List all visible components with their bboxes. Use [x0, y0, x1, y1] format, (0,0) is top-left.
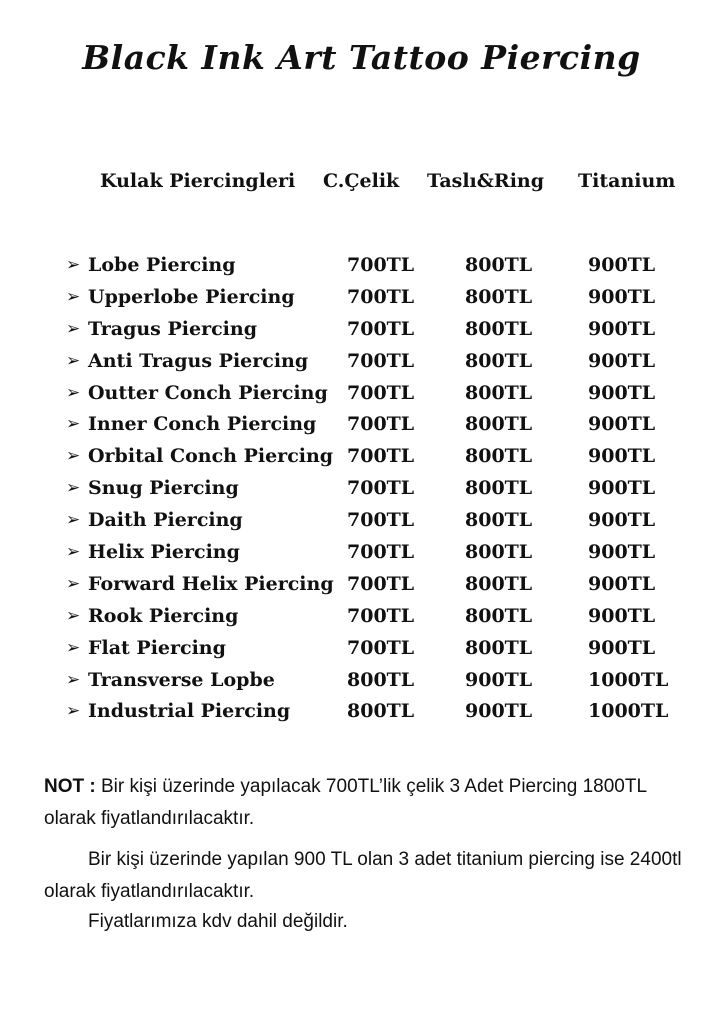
- price-titanium: 1000TL: [588, 668, 669, 691]
- table-row: [0, 314, 723, 346]
- bullet-arrow-icon: ➢: [66, 605, 81, 626]
- piercing-name: Daith Piercing: [88, 509, 243, 532]
- price-titanium: 900TL: [588, 413, 656, 436]
- note-label: NOT :: [44, 776, 96, 797]
- piercing-name: Rook Piercing: [88, 604, 239, 627]
- piercing-name: Snug Piercing: [88, 477, 239, 500]
- table-row: [0, 409, 723, 441]
- table-row: [0, 473, 723, 505]
- price-stone-ring: 800TL: [465, 477, 533, 500]
- price-titanium: 900TL: [588, 254, 656, 276]
- table-header: [0, 170, 723, 200]
- price-stone-ring: 800TL: [465, 413, 533, 436]
- bullet-arrow-icon: ➢: [66, 573, 81, 594]
- header-titanium: Titanium: [578, 170, 676, 192]
- header-stone-ring: Taslı&Ring: [427, 170, 545, 192]
- price-steel: 700TL: [347, 541, 415, 564]
- table-row: [0, 282, 723, 314]
- price-titanium: 900TL: [588, 317, 656, 340]
- price-stone-ring: 800TL: [465, 445, 533, 468]
- price-stone-ring: 800TL: [465, 572, 533, 595]
- price-steel: 700TL: [347, 445, 415, 468]
- price-stone-ring: 800TL: [465, 285, 533, 308]
- table-row: [0, 665, 723, 697]
- piercing-name: Lobe Piercing: [88, 254, 236, 276]
- note-line-2: Bir kişi üzerinde yapılan 900 TL olan 3 adet titanium piercing ise 2400tl olarak fiyatlandırılacaktır.: [44, 849, 682, 902]
- price-steel: 700TL: [347, 477, 415, 500]
- bullet-arrow-icon: ➢: [66, 701, 81, 722]
- piercing-name: Industrial Piercing: [88, 700, 291, 723]
- price-titanium: 900TL: [588, 477, 656, 500]
- page-title: Black Ink Art Tattoo Piercing: [82, 38, 641, 77]
- bullet-arrow-icon: ➢: [66, 382, 81, 403]
- table-row: [0, 696, 723, 728]
- piercing-name: Anti Tragus Piercing: [88, 349, 309, 372]
- price-stone-ring: 800TL: [465, 254, 533, 276]
- price-steel: 700TL: [347, 604, 415, 627]
- price-steel: 700TL: [347, 285, 415, 308]
- bullet-arrow-icon: ➢: [66, 350, 81, 371]
- price-titanium: 900TL: [588, 509, 656, 532]
- price-steel: 700TL: [347, 413, 415, 436]
- price-table: [0, 250, 723, 728]
- price-stone-ring: 800TL: [465, 636, 533, 659]
- header-steel: C.Çelik: [323, 170, 400, 192]
- note-paragraph-1: [44, 771, 684, 835]
- bullet-arrow-icon: ➢: [66, 637, 81, 658]
- table-row: [0, 633, 723, 665]
- price-steel: 800TL: [347, 668, 415, 691]
- header-ear-piercings: Kulak Piercingleri: [100, 170, 296, 192]
- piercing-name: Upperlobe Piercing: [88, 285, 295, 308]
- piercing-name: Forward Helix Piercing: [88, 572, 334, 595]
- piercing-name: Transverse Lopbe: [88, 668, 275, 691]
- price-titanium: 900TL: [588, 445, 656, 468]
- table-row: [0, 601, 723, 633]
- price-stone-ring: 800TL: [465, 541, 533, 564]
- piercing-name: Inner Conch Piercing: [88, 413, 317, 436]
- note-paragraph-2: [44, 844, 684, 908]
- table-row: [0, 537, 723, 569]
- price-titanium: 900TL: [588, 541, 656, 564]
- price-titanium: 900TL: [588, 381, 656, 404]
- price-steel: 700TL: [347, 636, 415, 659]
- price-titanium: 900TL: [588, 572, 656, 595]
- table-row: [0, 569, 723, 601]
- table-row: [0, 250, 723, 282]
- price-titanium: 1000TL: [588, 700, 669, 723]
- table-row: [0, 378, 723, 410]
- price-steel: 700TL: [347, 254, 415, 276]
- price-steel: 700TL: [347, 572, 415, 595]
- price-stone-ring: 800TL: [465, 604, 533, 627]
- note-line-1: Bir kişi üzerinde yapılacak 700TL’lik çelik 3 Adet Piercing 1800TL olarak fiyatlandırılacaktır.: [44, 776, 647, 829]
- price-steel: 700TL: [347, 349, 415, 372]
- bullet-arrow-icon: ➢: [66, 478, 81, 499]
- price-steel: 800TL: [347, 700, 415, 723]
- piercing-name: Orbital Conch Piercing: [88, 445, 334, 468]
- bullet-arrow-icon: ➢: [66, 286, 81, 307]
- price-titanium: 900TL: [588, 349, 656, 372]
- price-titanium: 900TL: [588, 636, 656, 659]
- price-titanium: 900TL: [588, 604, 656, 627]
- table-row: [0, 505, 723, 537]
- price-stone-ring: 800TL: [465, 381, 533, 404]
- price-stone-ring: 900TL: [465, 700, 533, 723]
- price-stone-ring: 900TL: [465, 668, 533, 691]
- bullet-arrow-icon: ➢: [66, 446, 81, 467]
- bullet-arrow-icon: ➢: [66, 510, 81, 531]
- table-row: [0, 346, 723, 378]
- price-steel: 700TL: [347, 381, 415, 404]
- table-row: [0, 441, 723, 473]
- price-stone-ring: 800TL: [465, 317, 533, 340]
- piercing-name: Tragus Piercing: [88, 317, 257, 340]
- piercing-name: Helix Piercing: [88, 541, 240, 564]
- price-stone-ring: 800TL: [465, 509, 533, 532]
- bullet-arrow-icon: ➢: [66, 318, 81, 339]
- price-steel: 700TL: [347, 317, 415, 340]
- bullet-arrow-icon: ➢: [66, 542, 81, 563]
- piercing-name: Outter Conch Piercing: [88, 381, 328, 404]
- piercing-name: Flat Piercing: [88, 636, 226, 659]
- note-paragraph-3: [44, 906, 684, 938]
- bullet-arrow-icon: ➢: [66, 669, 81, 690]
- bullet-arrow-icon: ➢: [66, 255, 81, 275]
- price-steel: 700TL: [347, 509, 415, 532]
- note-line-3: Fiyatlarımıza kdv dahil değildir.: [88, 911, 348, 932]
- price-stone-ring: 800TL: [465, 349, 533, 372]
- price-titanium: 900TL: [588, 285, 656, 308]
- bullet-arrow-icon: ➢: [66, 414, 81, 435]
